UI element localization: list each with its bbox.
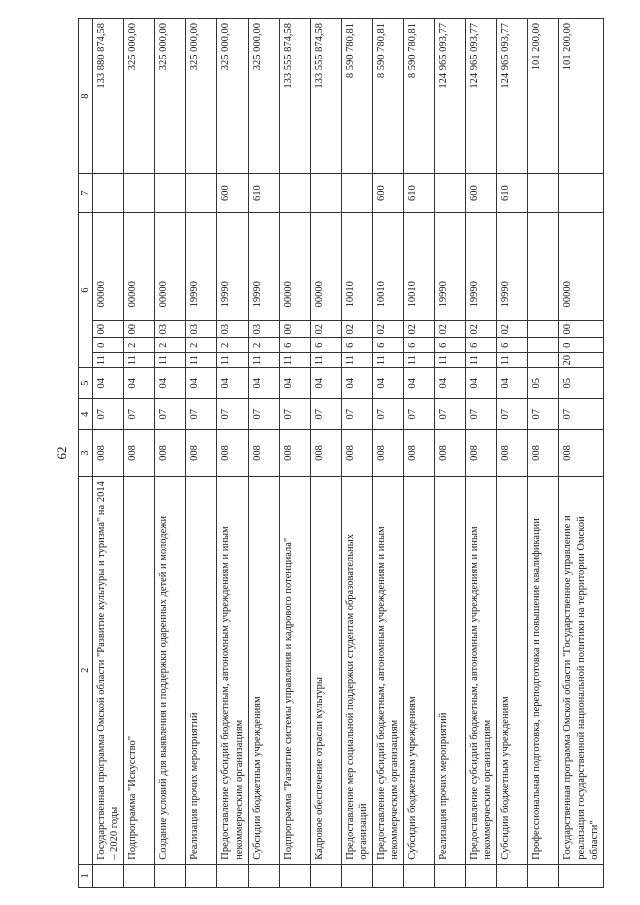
cell-target-article	[310, 213, 341, 368]
cell-ministry-code: 008	[124, 430, 155, 477]
cell-name: Реализация прочих мероприятий	[186, 476, 217, 864]
article-segment: 2	[124, 337, 154, 352]
cell-subsection: 04	[435, 368, 466, 399]
cell-name: Профессиональная подготовка, переподготовка и повышение квалификации	[528, 476, 559, 864]
cell-section: 07	[341, 399, 372, 430]
cell-col1	[217, 864, 248, 887]
cell-name: Реализация прочих мероприятий	[435, 476, 466, 864]
cell-section: 07	[155, 399, 186, 430]
cell-target-article	[155, 213, 186, 368]
article-segment: 11	[93, 352, 123, 367]
cell-col1	[248, 864, 279, 887]
cell-ministry-code: 008	[155, 430, 186, 477]
article-segment: 11	[186, 352, 216, 367]
cell-target-article	[528, 213, 559, 368]
table-row	[559, 19, 603, 888]
cell-target-article	[497, 213, 528, 368]
cell-ministry-code: 008	[559, 430, 603, 477]
article-segment: 11	[311, 352, 341, 367]
cell-amount: 124 965 093,77	[435, 19, 466, 174]
table-row	[186, 19, 217, 888]
cell-col1	[124, 864, 155, 887]
article-segment: 02	[311, 320, 341, 337]
article-segment: 6	[280, 337, 310, 352]
cell-col1	[341, 864, 372, 887]
article-segment: 11	[280, 352, 310, 367]
cell-subsection: 04	[310, 368, 341, 399]
table-row	[310, 19, 341, 888]
cell-section: 07	[466, 399, 497, 430]
cell-ministry-code: 008	[279, 430, 310, 477]
cell-amount: 325 000,00	[155, 19, 186, 174]
cell-col1	[497, 864, 528, 887]
cell-expense-type	[186, 174, 217, 213]
cell-subsection: 04	[186, 368, 217, 399]
page-number: 62	[54, 446, 69, 460]
cell-section: 07	[248, 399, 279, 430]
column-number-row	[79, 19, 93, 888]
article-segment: 0	[559, 337, 602, 352]
cell-expense-type	[435, 174, 466, 213]
cell-col1	[559, 864, 603, 887]
article-segment: 11	[435, 352, 465, 367]
cell-subsection: 04	[279, 368, 310, 399]
cell-target-article	[186, 213, 217, 368]
cell-section: 07	[528, 399, 559, 430]
article-segment: 00	[124, 320, 154, 337]
cell-col1	[528, 864, 559, 887]
table-row	[372, 19, 403, 888]
cell-col1	[279, 864, 310, 887]
cell-expense-type	[528, 174, 559, 213]
cell-section: 07	[310, 399, 341, 430]
article-segment	[528, 352, 558, 367]
article-segment: 02	[497, 320, 527, 337]
article-segment: 00000	[127, 281, 139, 308]
cell-section: 07	[217, 399, 248, 430]
cell-amount: 325 000,00	[217, 19, 248, 174]
article-segment: 03	[155, 320, 185, 337]
article-segment: 0	[93, 337, 123, 352]
col-header: 5	[79, 368, 93, 399]
cell-expense-type	[155, 174, 186, 213]
table-row	[217, 19, 248, 888]
cell-expense-type: 610	[404, 174, 435, 213]
cell-ministry-code: 008	[466, 430, 497, 477]
cell-target-article	[372, 213, 403, 368]
cell-target-article	[279, 213, 310, 368]
cell-subsection: 04	[217, 368, 248, 399]
article-segment: 6	[373, 337, 403, 352]
budget-table	[78, 18, 604, 888]
cell-amount: 133 880 874,58	[93, 19, 124, 174]
article-segment: 2	[155, 337, 185, 352]
cell-target-article	[559, 213, 603, 368]
cell-amount: 325 000,00	[248, 19, 279, 174]
article-segment: 11	[497, 352, 527, 367]
cell-target-article	[93, 213, 124, 368]
cell-section: 07	[435, 399, 466, 430]
cell-col1	[310, 864, 341, 887]
cell-amount: 133 555 874,58	[310, 19, 341, 174]
col-header: 3	[79, 430, 93, 477]
cell-subsection: 04	[155, 368, 186, 399]
cell-ministry-code: 008	[93, 430, 124, 477]
article-segment: 20	[559, 352, 602, 367]
cell-section: 07	[404, 399, 435, 430]
article-segment: 11	[373, 352, 403, 367]
article-segment: 10010	[375, 281, 387, 308]
table-row	[435, 19, 466, 888]
cell-name: Предоставление субсидий бюджетным, автономным учреждениям и иным некоммерческим организациям	[466, 476, 497, 864]
cell-target-article	[404, 213, 435, 368]
cell-name: Предоставление мер социальной поддержки студентам образовательных организаций	[341, 476, 372, 864]
table-row	[248, 19, 279, 888]
cell-subsection: 04	[248, 368, 279, 399]
cell-subsection: 04	[497, 368, 528, 399]
cell-expense-type: 600	[466, 174, 497, 213]
article-segment: 10010	[344, 281, 356, 308]
cell-expense-type	[124, 174, 155, 213]
cell-amount: 101 200,00	[528, 19, 559, 174]
cell-expense-type	[93, 174, 124, 213]
cell-target-article	[124, 213, 155, 368]
cell-subsection: 04	[372, 368, 403, 399]
cell-expense-type: 610	[248, 174, 279, 213]
cell-name: Государственная программа Омской области "Развитие культуры и туризма" на 2014 – 2020 годы	[93, 476, 124, 864]
article-segment: 03	[186, 320, 216, 337]
cell-target-article	[435, 213, 466, 368]
article-segment: 00000	[96, 281, 108, 308]
article-segment: 19990	[469, 281, 481, 308]
article-segment: 11	[466, 352, 496, 367]
table-row	[497, 19, 528, 888]
cell-col1	[186, 864, 217, 887]
cell-section: 07	[124, 399, 155, 430]
article-segment: 2	[249, 337, 279, 352]
cell-subsection: 05	[528, 368, 559, 399]
cell-expense-type	[559, 174, 603, 213]
col-header: 6	[79, 213, 93, 368]
cell-expense-type: 600	[372, 174, 403, 213]
article-segment: 6	[435, 337, 465, 352]
cell-name: Создание условий для выявления и поддержки одаренных детей и молодежи	[155, 476, 186, 864]
cell-section: 07	[372, 399, 403, 430]
article-segment: 6	[466, 337, 496, 352]
cell-col1	[435, 864, 466, 887]
article-segment: 6	[342, 337, 372, 352]
article-segment: 11	[124, 352, 154, 367]
cell-name: Предоставление субсидий бюджетным, автономным учреждениям и иным некоммерческим организациям	[217, 476, 248, 864]
article-segment: 11	[342, 352, 372, 367]
article-segment: 2	[186, 337, 216, 352]
cell-name: Субсидии бюджетным учреждениям	[497, 476, 528, 864]
cell-ministry-code: 008	[372, 430, 403, 477]
cell-target-article	[248, 213, 279, 368]
cell-amount: 325 000,00	[124, 19, 155, 174]
cell-amount: 133 555 874,58	[279, 19, 310, 174]
article-segment: 6	[497, 337, 527, 352]
article-segment: 00000	[282, 281, 294, 308]
article-segment: 00000	[562, 281, 574, 308]
cell-amount: 8 590 780,81	[404, 19, 435, 174]
cell-subsection: 04	[93, 368, 124, 399]
rotated-page	[40, 18, 600, 888]
article-segment: 10010	[407, 281, 419, 308]
table-row	[528, 19, 559, 888]
cell-ministry-code: 008	[435, 430, 466, 477]
cell-amount: 124 965 093,77	[466, 19, 497, 174]
cell-subsection: 04	[404, 368, 435, 399]
cell-col1	[155, 864, 186, 887]
article-segment: 00000	[313, 281, 325, 308]
article-segment: 2	[217, 337, 247, 352]
table-row	[404, 19, 435, 888]
cell-target-article	[217, 213, 248, 368]
cell-name: Подпрограмма "Развитие системы управления и кадрового потенциала"	[279, 476, 310, 864]
article-segment	[528, 320, 558, 337]
cell-subsection: 04	[341, 368, 372, 399]
cell-expense-type: 600	[217, 174, 248, 213]
table-row	[466, 19, 497, 888]
cell-name: Субсидии бюджетным учреждениям	[404, 476, 435, 864]
col-header: 1	[79, 864, 93, 887]
col-header: 7	[79, 174, 93, 213]
cell-amount: 325 000,00	[186, 19, 217, 174]
cell-ministry-code: 008	[248, 430, 279, 477]
table-row	[341, 19, 372, 888]
table-row	[93, 19, 124, 888]
article-segment: 11	[404, 352, 434, 367]
cell-ministry-code: 008	[217, 430, 248, 477]
cell-ministry-code: 008	[186, 430, 217, 477]
cell-amount: 8 590 780,81	[341, 19, 372, 174]
cell-col1	[93, 864, 124, 887]
cell-section: 07	[186, 399, 217, 430]
article-segment: 11	[155, 352, 185, 367]
article-segment	[528, 337, 558, 352]
article-segment: 03	[249, 320, 279, 337]
article-segment	[528, 268, 558, 320]
article-segment: 02	[435, 320, 465, 337]
article-segment: 19990	[189, 281, 201, 308]
cell-ministry-code: 008	[404, 430, 435, 477]
article-segment: 02	[466, 320, 496, 337]
cell-target-article	[466, 213, 497, 368]
cell-subsection: 04	[124, 368, 155, 399]
table-row	[124, 19, 155, 888]
cell-name: Субсидии бюджетным учреждениям	[248, 476, 279, 864]
cell-ministry-code: 008	[341, 430, 372, 477]
article-segment: 03	[217, 320, 247, 337]
col-header: 2	[79, 476, 93, 864]
cell-subsection: 04	[466, 368, 497, 399]
article-segment: 19990	[500, 281, 512, 308]
article-segment: 00	[93, 320, 123, 337]
article-segment: 19990	[438, 281, 450, 308]
cell-amount: 8 590 780,81	[372, 19, 403, 174]
cell-ministry-code: 008	[528, 430, 559, 477]
article-segment: 00	[559, 320, 602, 337]
cell-target-article	[341, 213, 372, 368]
article-segment: 00000	[158, 281, 170, 308]
cell-expense-type	[310, 174, 341, 213]
cell-section: 07	[497, 399, 528, 430]
article-segment: 6	[404, 337, 434, 352]
table-row	[279, 19, 310, 888]
article-segment: 02	[404, 320, 434, 337]
cell-name: Подпрограмма "Искусство"	[124, 476, 155, 864]
article-segment: 00	[280, 320, 310, 337]
cell-name: Предоставление субсидий бюджетным, автономным учреждениям и иным некоммерческим организациям	[372, 476, 403, 864]
col-header: 4	[79, 399, 93, 430]
cell-expense-type	[341, 174, 372, 213]
cell-ministry-code: 008	[497, 430, 528, 477]
cell-col1	[372, 864, 403, 887]
cell-ministry-code: 008	[310, 430, 341, 477]
article-segment: 02	[373, 320, 403, 337]
cell-amount: 101 200,00	[559, 19, 603, 174]
cell-name: Кадровое обеспечение отрасли культуры	[310, 476, 341, 864]
cell-section: 07	[279, 399, 310, 430]
cell-name: Государственная программа Омской области "Государственное управление и реализация государственной национальной политики на территории Омской области"	[559, 476, 603, 864]
cell-amount: 124 965 093,77	[497, 19, 528, 174]
article-segment: 19990	[220, 281, 232, 308]
col-header: 8	[79, 19, 93, 174]
table-row	[155, 19, 186, 888]
cell-section: 07	[93, 399, 124, 430]
article-segment: 11	[249, 352, 279, 367]
cell-subsection: 05	[559, 368, 603, 399]
article-segment: 11	[217, 352, 247, 367]
cell-col1	[404, 864, 435, 887]
article-segment: 6	[311, 337, 341, 352]
article-segment: 02	[342, 320, 372, 337]
cell-col1	[466, 864, 497, 887]
cell-expense-type	[279, 174, 310, 213]
cell-expense-type: 610	[497, 174, 528, 213]
article-segment: 19990	[251, 281, 263, 308]
cell-section: 07	[559, 399, 603, 430]
